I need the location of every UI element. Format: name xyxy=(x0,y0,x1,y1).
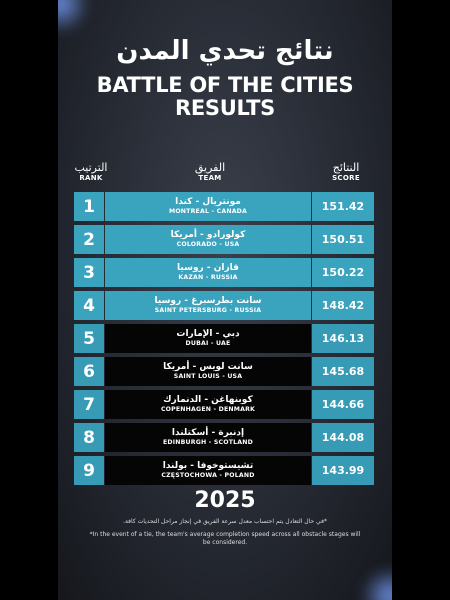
title-english-line2: RESULTS xyxy=(175,96,275,120)
results-row xyxy=(74,192,374,221)
team-name-en: EDINBURGH - SCOTLAND xyxy=(162,439,253,446)
team-name-en: COLORADO - USA xyxy=(176,241,240,248)
score-cell: 150.51 xyxy=(312,225,374,254)
rank-cell: 7 xyxy=(74,390,104,419)
header-rank-en: RANK xyxy=(79,174,103,182)
score-cell: 150.22 xyxy=(312,258,374,287)
results-row xyxy=(74,225,374,254)
team-cell xyxy=(105,357,311,386)
team-cell xyxy=(105,423,311,452)
rank-cell: 2 xyxy=(74,225,104,254)
corner-glow xyxy=(58,0,90,34)
team-name-ar: سانت لويس - أمريكا xyxy=(163,362,253,372)
team-name-ar: دبي - الإمارات xyxy=(176,329,240,339)
corner-glow xyxy=(360,566,392,600)
results-row xyxy=(74,390,374,419)
tie-note-english: *In the event of a tie, the team's average completion speed across all obstacle stages will be considered. xyxy=(89,531,361,546)
team-cell xyxy=(105,225,311,254)
results-poster xyxy=(58,0,392,600)
header-score xyxy=(316,162,376,183)
team-name-en: COPENHAGEN - DENMARK xyxy=(160,406,256,413)
results-row xyxy=(74,291,374,320)
title-arabic: نتائج تحدي المدن xyxy=(116,36,334,66)
header-team-ar: الفريق xyxy=(194,161,226,174)
team-name-ar: مونتريال - كندا xyxy=(175,197,241,207)
rank-cell: 8 xyxy=(74,423,104,452)
header-rank xyxy=(74,162,108,183)
rank-cell: 5 xyxy=(74,324,104,353)
team-name-ar: كوبنهاغن - الدنمارك xyxy=(163,395,253,405)
results-row xyxy=(74,258,374,287)
rank-cell: 1 xyxy=(74,192,104,221)
team-name-ar: سانت بطرسبرغ - روسيا xyxy=(154,296,262,306)
year-label: 2025 xyxy=(194,488,256,513)
title-english xyxy=(58,74,392,120)
header-score-en: SCORE xyxy=(332,174,360,182)
score-cell: 151.42 xyxy=(312,192,374,221)
team-name-en: MONTREAL - CANADA xyxy=(168,208,248,215)
team-name-ar: قازان - روسيا xyxy=(177,263,239,273)
header-score-ar: النتائج xyxy=(332,161,360,174)
team-name-en: KAZAN - RUSSIA xyxy=(178,274,238,281)
team-cell xyxy=(105,324,311,353)
score-cell: 144.66 xyxy=(312,390,374,419)
team-cell xyxy=(105,258,311,287)
results-row xyxy=(74,423,374,452)
team-name-en: CZĘSTOCHOWA - POLAND xyxy=(161,472,255,479)
team-cell xyxy=(105,291,311,320)
score-cell: 144.08 xyxy=(312,423,374,452)
team-name-ar: تشيستوخوفا - بولندا xyxy=(162,461,254,471)
rank-cell: 6 xyxy=(74,357,104,386)
tie-note-arabic: *في حال التعادل يتم احتساب معدل سرعة الفريق في إنجاز مراحل التحديات كافة. xyxy=(123,518,327,525)
title-english-line1: BATTLE OF THE CITIES xyxy=(96,73,354,97)
results-row xyxy=(74,357,374,386)
header-rank-ar: الترتيب xyxy=(74,161,108,174)
header-team xyxy=(118,162,302,183)
rank-cell: 9 xyxy=(74,456,104,485)
team-name-en: SAINT LOUIS - USA xyxy=(173,373,243,380)
team-cell xyxy=(105,390,311,419)
results-row xyxy=(74,324,374,353)
results-row xyxy=(74,456,374,485)
score-cell: 148.42 xyxy=(312,291,374,320)
team-name-en: SAINT PETERSBURG - RUSSIA xyxy=(154,307,262,314)
score-cell: 145.68 xyxy=(312,357,374,386)
rank-cell: 3 xyxy=(74,258,104,287)
team-cell xyxy=(105,192,311,221)
header-team-en: TEAM xyxy=(198,174,222,182)
team-name-ar: إدنبرة - أسكتلندا xyxy=(171,428,245,438)
score-cell: 146.13 xyxy=(312,324,374,353)
team-name-ar: كولورادو - أمريكا xyxy=(170,230,246,240)
team-cell xyxy=(105,456,311,485)
rank-cell: 4 xyxy=(74,291,104,320)
team-name-en: DUBAI - UAE xyxy=(185,340,231,347)
score-cell: 143.99 xyxy=(312,456,374,485)
